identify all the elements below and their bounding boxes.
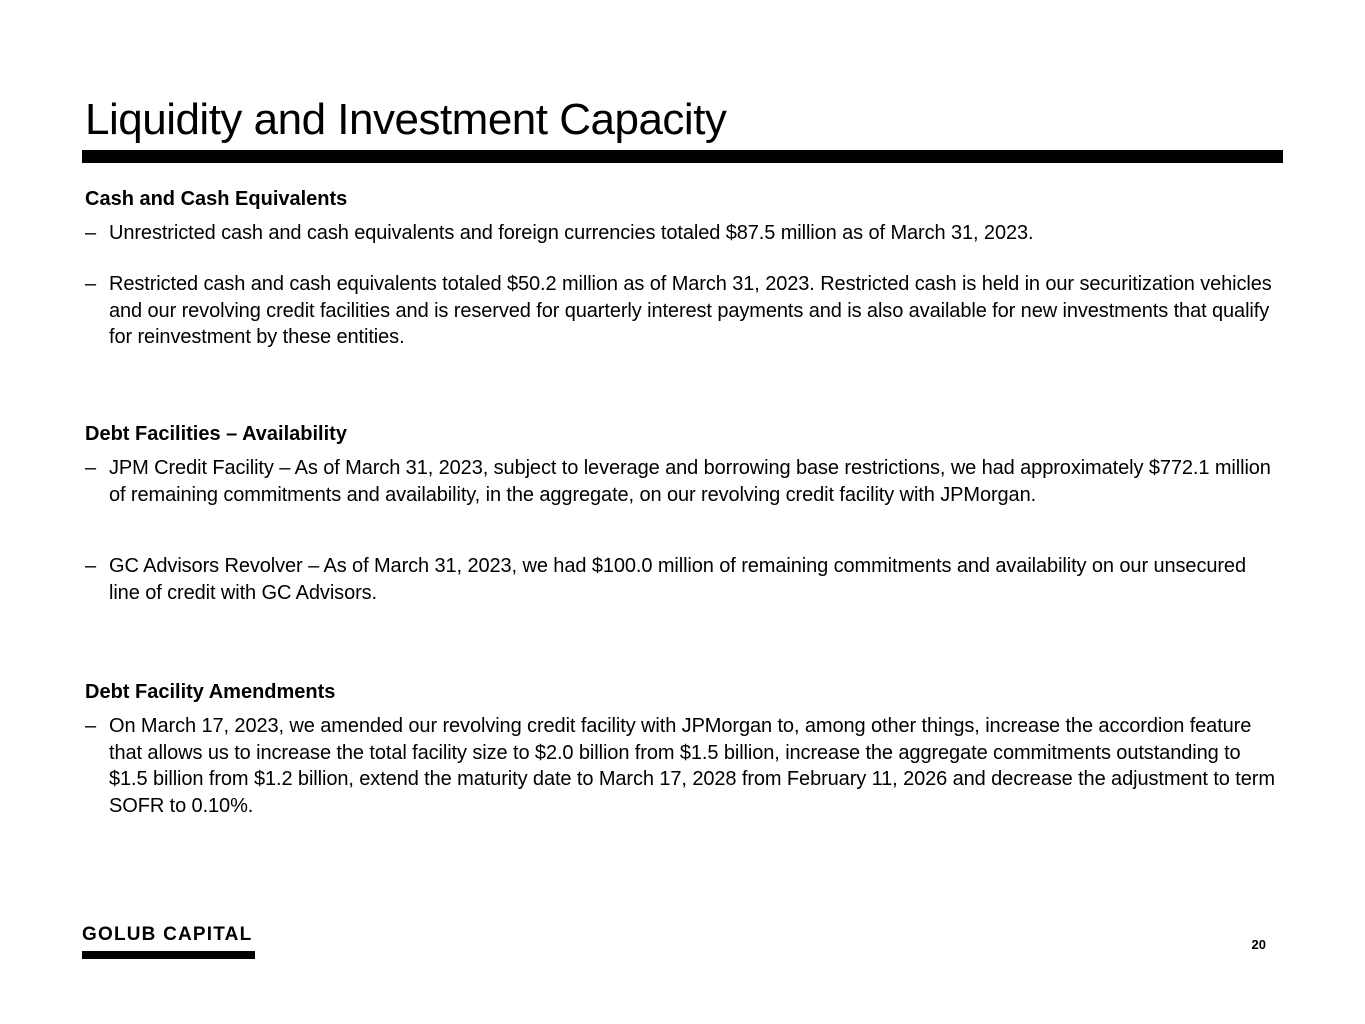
bullet-dash: – <box>85 273 97 295</box>
bullet-item <box>85 271 1280 351</box>
section-heading-debt-availability: Debt Facilities – Availability <box>85 423 347 445</box>
bullet-dash: – <box>85 715 97 737</box>
bullet-dash: – <box>85 457 97 479</box>
bullet-text: GC Advisors Revolver – As of March 31, 2023, we had $100.0 million of remaining commitments and availability on our unsecured line of credit with GC Advisors. <box>109 555 1246 604</box>
title-divider <box>82 150 1283 163</box>
bullet-text: Unrestricted cash and cash equivalents and foreign currencies totaled $87.5 million as of March 31, 2023. <box>109 222 1034 244</box>
page-number: 20 <box>1251 937 1266 952</box>
page-title: Liquidity and Investment Capacity <box>85 95 727 144</box>
bullet-text: JPM Credit Facility – As of March 31, 2023, subject to leverage and borrowing base restrictions, we had approximately $772.1 million of remaining commitments and availability, in the aggregate, on our revolving credit facility with JPMorgan. <box>109 457 1271 506</box>
bullet-item <box>85 553 1280 606</box>
bullet-dash: – <box>85 222 97 244</box>
bullet-text: On March 17, 2023, we amended our revolving credit facility with JPMorgan to, among other things, increase the accordion feature that allows us to increase the total facility size to $2.0 billion from $1.5 billion, increase the aggregate commitments outstanding to $1.5 billion from $1.2 billion, extend the maturity date to March 17, 2028 from February 11, 2026 and decrease the adjustment to term SOFR to 0.10%. <box>109 715 1275 817</box>
bullet-item <box>85 713 1280 819</box>
bullet-text: Restricted cash and cash equivalents totaled $50.2 million as of March 31, 2023. Restricted cash is held in our securitization vehicles and our revolving credit facilities and is reserved for quarterly interest payments and is also available for new investments that qualify for reinvestment by these entities. <box>109 273 1272 348</box>
logo-wordmark: GOLUB CAPITAL <box>82 924 253 945</box>
bullet-item <box>85 455 1280 508</box>
company-logo <box>82 924 255 959</box>
section-heading-cash: Cash and Cash Equivalents <box>85 188 348 210</box>
logo-underline <box>82 951 255 959</box>
bullet-dash: – <box>85 555 97 577</box>
bullet-item <box>85 220 1280 247</box>
section-heading-debt-amendments: Debt Facility Amendments <box>85 681 336 703</box>
